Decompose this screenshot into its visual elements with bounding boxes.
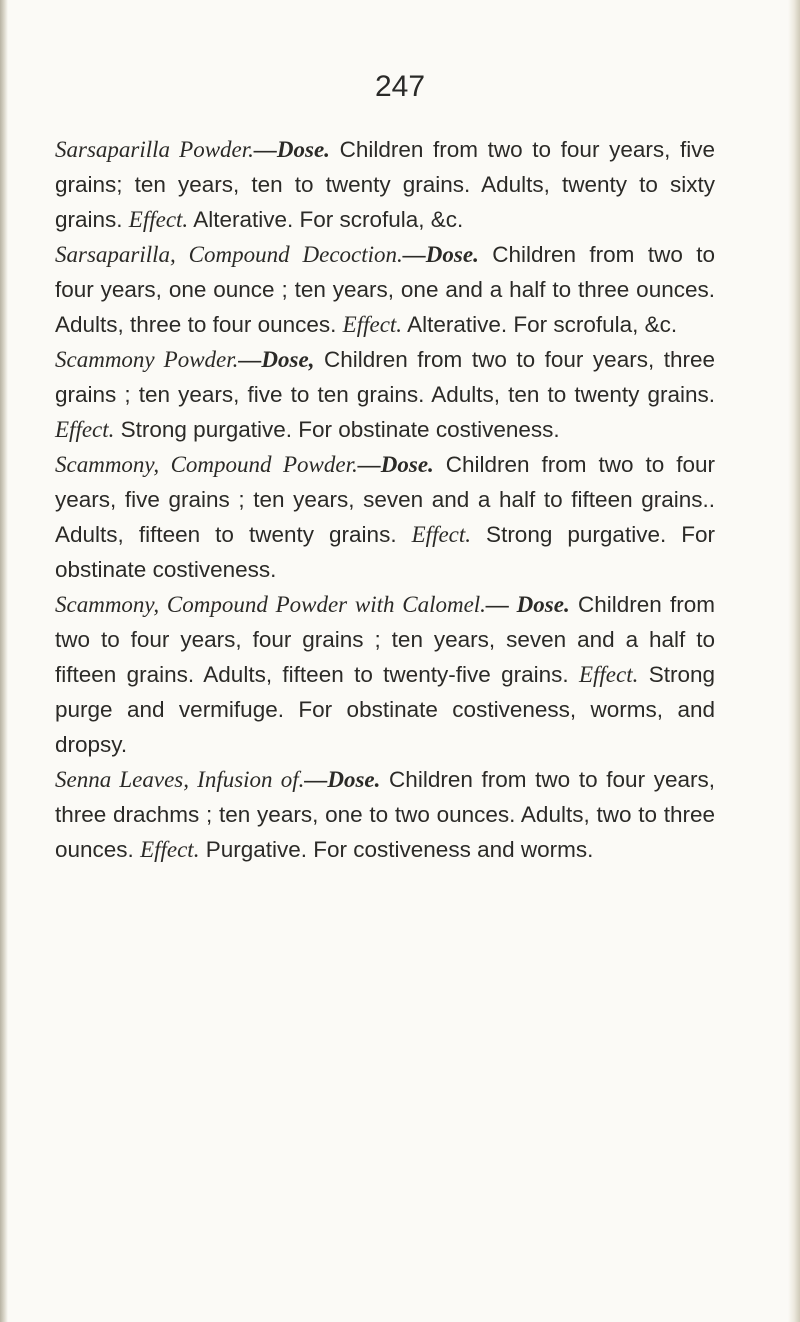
effect-label: Effect. [578, 662, 639, 687]
page-left-edge [0, 0, 8, 1322]
dose-label: —Dose, [238, 347, 315, 372]
entry-name: Scammony Powder. [55, 347, 239, 372]
effect-label: Effect. [342, 312, 403, 337]
effect-label: Effect. [55, 417, 115, 442]
entry-name: Sarsaparilla, Compound Decoction. [55, 242, 403, 267]
dose-label: —Dose. [402, 242, 479, 267]
effect-label: Effect. [411, 522, 472, 547]
dose-label: —Dose. [357, 452, 434, 477]
effect-label: Effect. [140, 837, 200, 862]
dose-text: Children from two to four years, five grains ; ten years, seven and a half to fifteen grains.. Adults, fifteen to twenty grains. [55, 452, 715, 547]
effect-text: Strong purgative. For obstinate costiveness. [114, 417, 560, 442]
page-number: 247 [374, 70, 426, 103]
entry-scammony-compound-powder-with-calomel [55, 587, 715, 762]
dose-text: Children from two to four years, three drachms ; ten years, one to two ounces. Adults, two to three ounces. [55, 767, 715, 862]
dose-text: Children from two to four years, four grains ; ten years, seven and a half to fifteen grains. Adults, fifteen to twenty-five grains. [55, 592, 715, 687]
dose-label: —Dose. [253, 137, 330, 162]
effect-text: Purgative. For costiveness and worms. [199, 837, 594, 862]
dose-label: —Dose. [304, 767, 381, 792]
entry-name: Sarsaparilla Powder. [55, 137, 254, 162]
effect-text: Alterative. For scrofula, &c. [402, 312, 678, 337]
entry-sarsaparilla-powder [55, 132, 715, 237]
page-right-edge [788, 0, 800, 1322]
entry-sarsaparilla-compound-decoction [55, 237, 715, 342]
entry-senna-leaves-infusion [55, 762, 715, 867]
dose-label: — Dose. [485, 592, 570, 617]
entry-name: Scammony, Compound Powder with Calomel. [55, 592, 486, 617]
entry-name: Senna Leaves, Infusion of. [55, 767, 305, 792]
dose-text: Children from two to four years, three grains ; ten years, five to ten grains. Adults, ten to twenty grains. [55, 347, 716, 407]
entry-scammony-compound-powder [55, 447, 715, 587]
effect-label: Effect. [128, 207, 189, 232]
effect-text: Strong purgative. For obstinate costiveness. [55, 522, 715, 582]
entry-name: Scammony, Compound Powder. [55, 452, 358, 477]
dose-text: Children from two to four years, five grains; ten years, ten to twenty grains. Adults, twenty to sixty grains. [55, 137, 715, 232]
page-body [55, 132, 715, 867]
effect-text: Strong purge and vermifuge. For obstinate costiveness, worms, and dropsy. [55, 662, 715, 757]
dose-text: Children from two to four years, one ounce ; ten years, one and a half to three ounces. Adults, three to four ounces. [55, 242, 715, 337]
effect-text: Alterative. For scrofula, &c. [188, 207, 464, 232]
entry-scammony-powder [55, 342, 715, 447]
